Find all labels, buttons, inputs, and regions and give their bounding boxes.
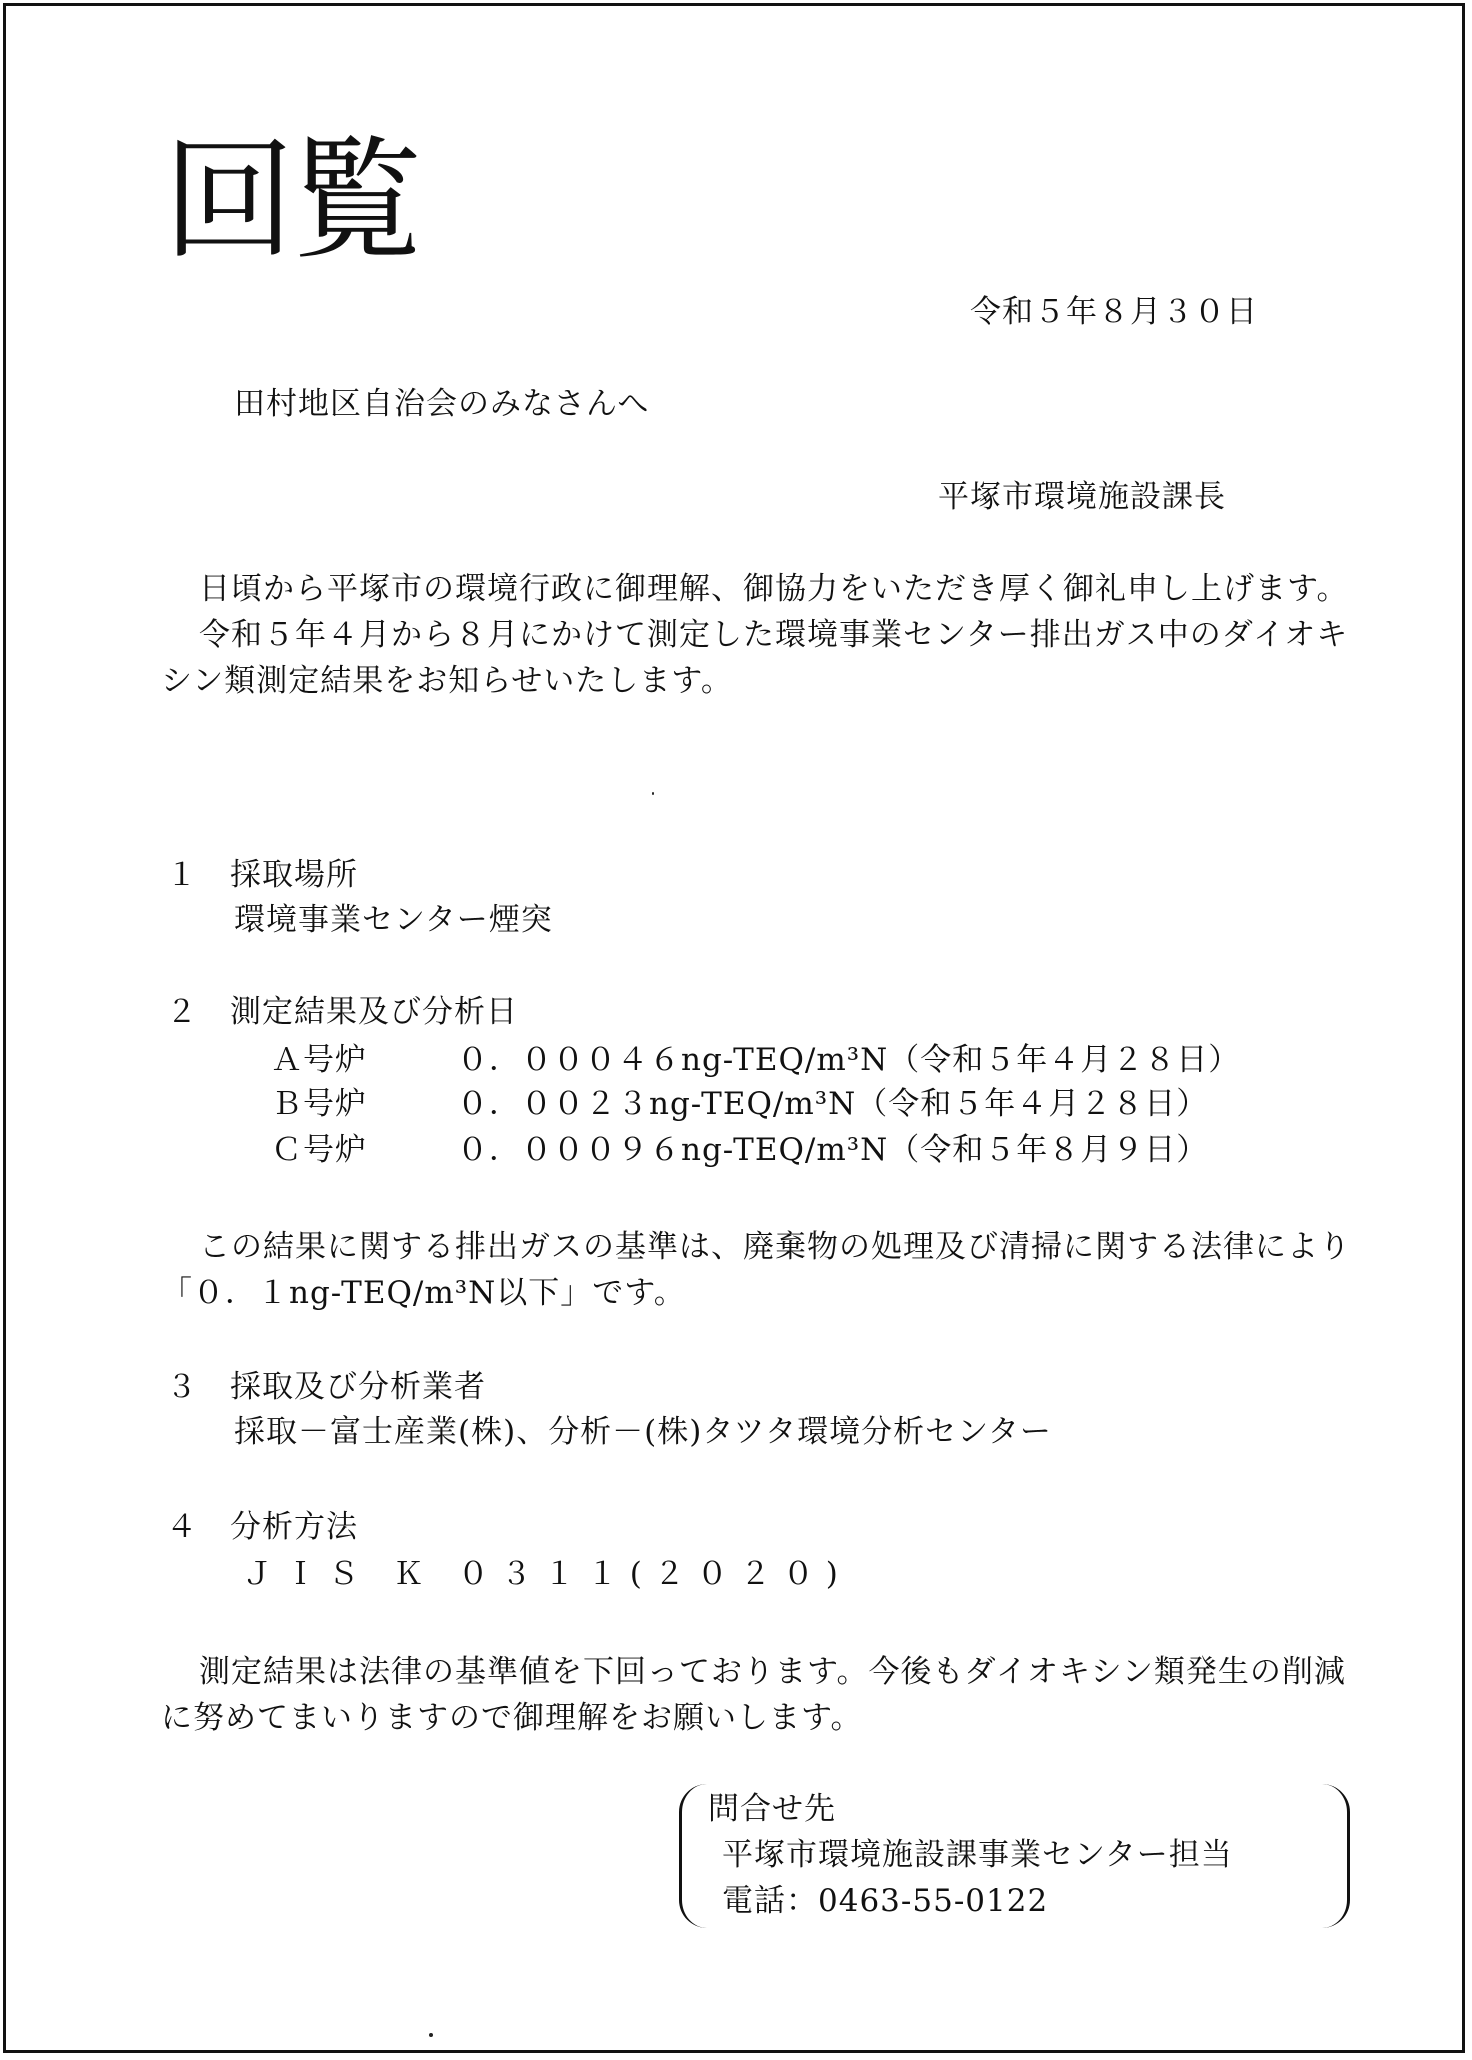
section-title: 分析方法	[230, 1509, 358, 1545]
section-number: ４	[166, 1509, 198, 1545]
contact-heading: 問合せ先	[708, 1791, 836, 1827]
section-title: 採取場所	[230, 857, 358, 893]
contact-department: 平塚市環境施設課事業センター担当	[722, 1837, 1233, 1873]
section-3-content: 採取－富士産業(株)、分析－(株)タツタ環境分析センター	[234, 1414, 1052, 1450]
result-row-a	[271, 1039, 1240, 1081]
section-number: １	[166, 857, 198, 893]
scan-speck	[652, 792, 654, 795]
issue-date: 令和５年８月３０日	[970, 294, 1258, 330]
document-title: 回覧	[163, 124, 419, 278]
scan-speck	[429, 2033, 433, 2037]
intro-text	[161, 566, 1361, 704]
section-1-content: 環境事業センター煙突	[234, 902, 553, 938]
furnace-label: Ｃ号炉	[271, 1132, 367, 1168]
conclusion-text: 測定結果は法律の基準値を下回っております。今後もダイオキシン類発生の削減に努めてまいりますので御理解をお願いします。	[161, 1654, 1346, 1736]
intro-paragraph-2: 令和５年４月から８月にかけて測定した環境事業センター排出ガス中のダイオキシン類測定結果をお知らせいたします。	[161, 617, 1349, 699]
section-1-heading	[166, 854, 358, 896]
section-number: ３	[166, 1369, 198, 1405]
contact-box	[679, 1784, 1350, 1928]
contact-phone: 電話：0463-55-0122	[722, 1883, 1049, 1919]
intro-paragraph-1: 日頃から平塚市の環境行政に御理解、御協力をいただき厚く御礼申し上げます。	[199, 571, 1349, 607]
section-title: 採取及び分析業者	[230, 1369, 486, 1405]
sender: 平塚市環境施設課長	[938, 479, 1226, 515]
furnace-label: Ａ号炉	[271, 1042, 367, 1078]
result-row-c	[271, 1129, 1208, 1171]
section-title: 測定結果及び分析日	[230, 994, 518, 1030]
section-3-heading	[166, 1366, 486, 1408]
result-value: ０．０００９６ng-TEQ/m³N（令和５年８月９日）	[457, 1132, 1209, 1168]
result-value: ０．００２３ng-TEQ/m³N（令和５年４月２８日）	[457, 1086, 1209, 1122]
result-value: ０．０００４６ng-TEQ/m³N（令和５年４月２８日）	[457, 1042, 1241, 1078]
recipient: 田村地区自治会のみなさんへ	[234, 386, 650, 422]
section-4-heading	[166, 1506, 358, 1548]
furnace-label: Ｂ号炉	[271, 1086, 367, 1122]
document-page	[3, 3, 1465, 2053]
section-number: ２	[166, 994, 198, 1030]
standard-text: この結果に関する排出ガスの基準は、廃棄物の処理及び清掃に関する法律により「０．１ng-TEQ/m³N以下」です。	[161, 1229, 1351, 1311]
result-row-b	[271, 1083, 1208, 1125]
section-4-content: ＪＩＳ Ｋ ０３１１(２０２０)	[242, 1556, 850, 1592]
section-2-heading	[166, 991, 518, 1033]
